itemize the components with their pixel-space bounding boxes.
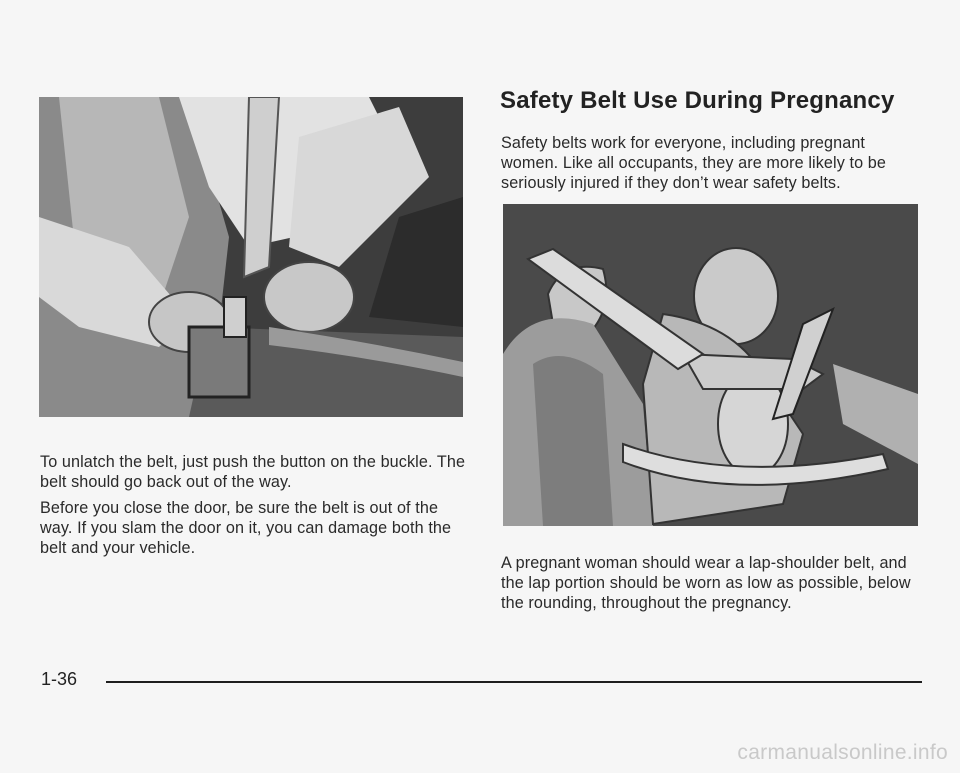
- pregnancy-intro: Safety belts work for everyone, including pregnant women. Like all occupants, they are more likely to be seriously injured if they don’t wear safety belts.: [501, 134, 886, 192]
- unlatch-instructions: To unlatch the belt, just push the button on the buckle. The belt should go back out of the way.: [40, 453, 466, 491]
- door-caution: Before you close the door, be sure the belt is out of the way. If you slam the door on it, you can damage both the belt and your vehicle.: [40, 499, 452, 557]
- footer-divider: [106, 681, 922, 683]
- buckle-release-illustration: [39, 97, 463, 417]
- section-heading: Safety Belt Use During Pregnancy: [500, 87, 895, 114]
- watermark-text: carmanualsonline.info: [737, 741, 948, 764]
- pregnancy-caption: A pregnant woman should wear a lap-shoulder belt, and the lap portion should be worn as low as possible, below the rounding, throughout the pregnancy.: [501, 554, 911, 612]
- pregnant-occupant-illustration: [503, 204, 918, 526]
- page-number: 1-36: [41, 669, 78, 689]
